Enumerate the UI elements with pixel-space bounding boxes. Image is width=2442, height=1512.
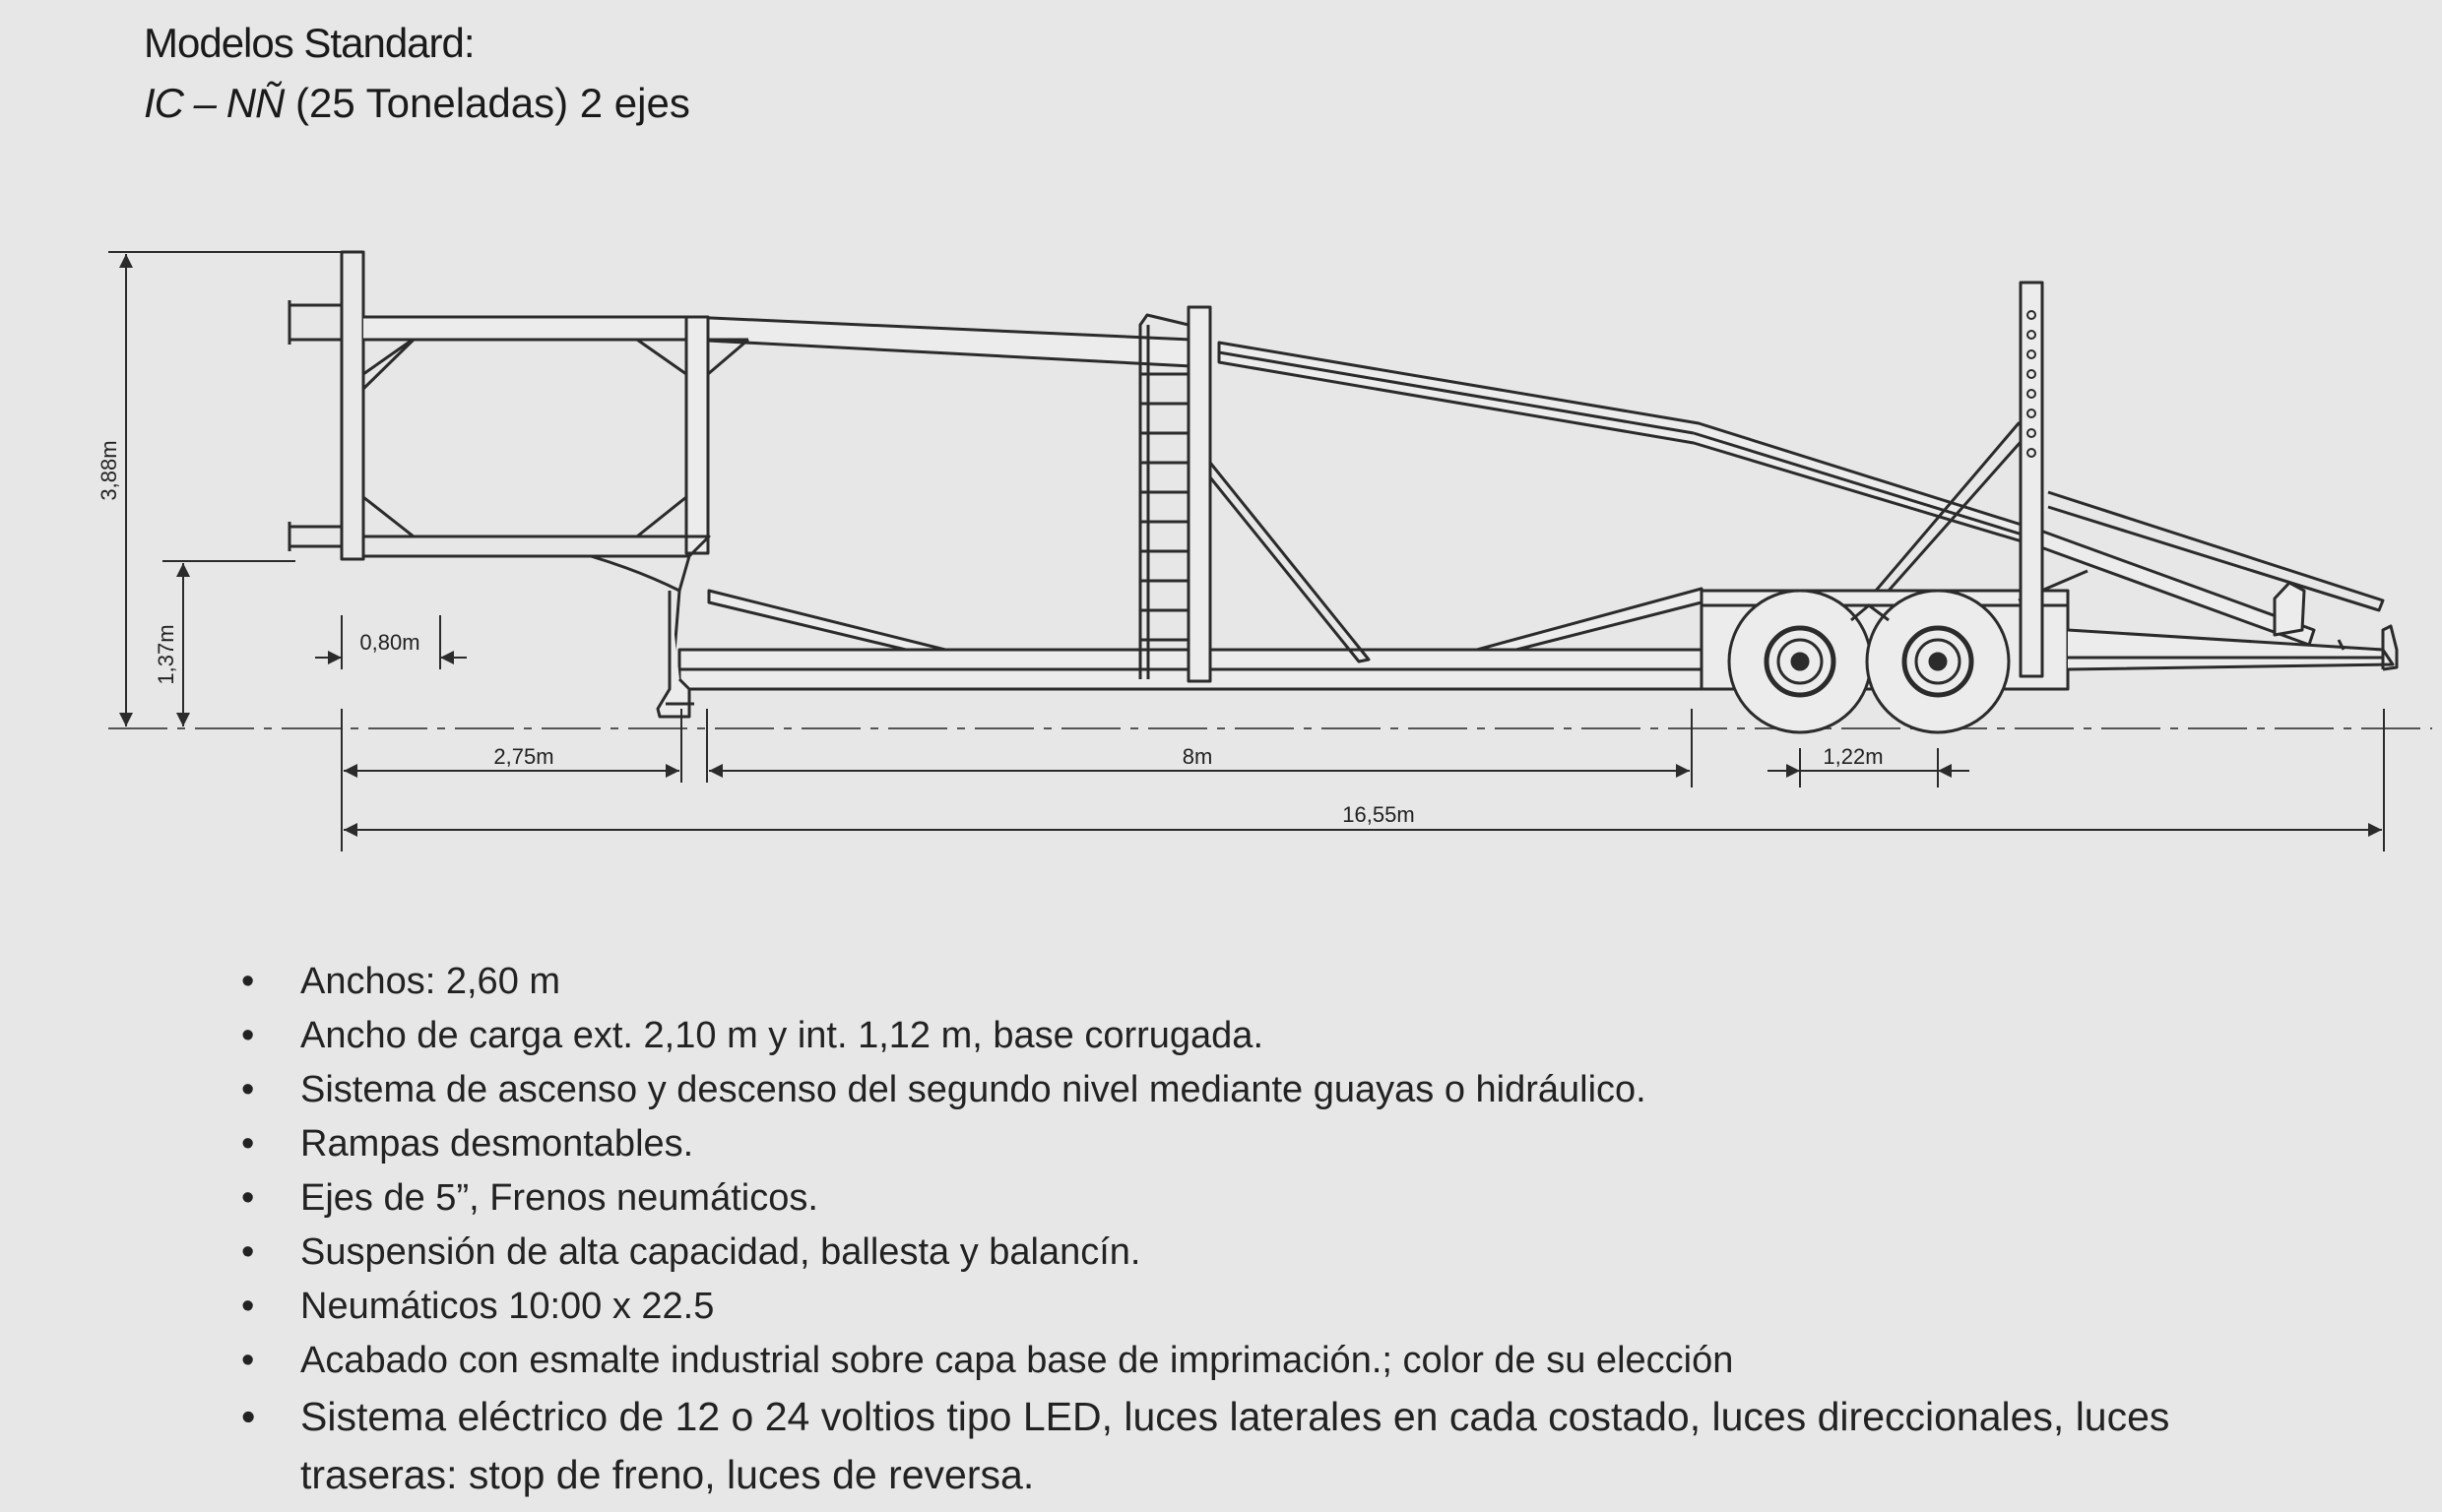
spec-text: Sistema de ascenso y descenso del segundo nivel mediante guayas o hidráulico. [300, 1069, 1646, 1110]
spec-text: Anchos: 2,60 m [300, 961, 561, 1002]
bullet: • [241, 1123, 255, 1165]
spec-item [241, 1280, 2309, 1334]
front-overhang-label: 0,80m [359, 630, 420, 655]
spec-text: Suspensión de alta capacidad, ballesta y balancín. [300, 1231, 1141, 1273]
bullet: • [241, 1015, 255, 1056]
deck-height-label: 1,37m [154, 624, 178, 685]
bullet: • [241, 961, 255, 1002]
spec-text: Ancho de carga ext. 2,10 m y int. 1,12 m, base corrugada. [300, 1015, 1263, 1056]
spec-text: Ejes de 5”, Frenos neumáticos. [300, 1177, 818, 1219]
spec-item [241, 1009, 2309, 1063]
bullet: • [241, 1394, 256, 1439]
spec-item [241, 955, 2309, 1009]
deck-length-label: 8m [1182, 744, 1213, 769]
upper-deck [363, 317, 1191, 366]
gooseneck-post [686, 317, 708, 553]
spec-text: Neumáticos 10:00 x 22.5 [300, 1286, 715, 1327]
model-name: IC – NÑ [144, 80, 285, 126]
total-height-label: 3,88m [96, 440, 121, 501]
bullet: • [241, 1069, 255, 1110]
bullet: • [241, 1177, 255, 1219]
rear-lower-ramp [1477, 589, 1702, 650]
spec-item [241, 1226, 2309, 1280]
trailer-structure [289, 252, 2397, 717]
front-lower-ramp [709, 591, 945, 650]
spec-item [241, 1334, 2309, 1388]
page-title: Modelos Standard: [144, 20, 475, 66]
bullet: • [241, 1231, 255, 1273]
bullet: • [241, 1286, 255, 1327]
wheel-rear [1867, 591, 2009, 732]
bullet: • [241, 1340, 255, 1381]
spec-text: Rampas desmontables. [300, 1123, 694, 1165]
rear-hitch [2275, 583, 2304, 635]
model-capacity: (25 Toneladas) 2 ejes [284, 80, 690, 126]
spec-text: Sistema eléctrico de 12 o 24 voltios tipo LED, luces laterales en cada costado, luces direccionales, luces traseras: stop de freno, luces de reversa. [300, 1394, 2170, 1497]
wheel-front [1729, 591, 1871, 732]
rear-post [2021, 283, 2042, 676]
front-post [342, 252, 363, 559]
middle-post [1189, 307, 1210, 681]
total-length-label: 16,55m [1342, 802, 1415, 827]
spec-text: Acabado con esmalte industrial sobre capa base de imprimación.; color de su elección [300, 1340, 1734, 1381]
spec-item [241, 1171, 2309, 1226]
spec-item [241, 1117, 2309, 1171]
specs-list [241, 955, 2309, 1504]
axle-spread-label: 1,22m [1823, 744, 1884, 769]
spec-item [241, 1063, 2309, 1117]
gooseneck-length-label: 2,75m [493, 744, 554, 769]
spec-item [241, 1388, 2309, 1504]
